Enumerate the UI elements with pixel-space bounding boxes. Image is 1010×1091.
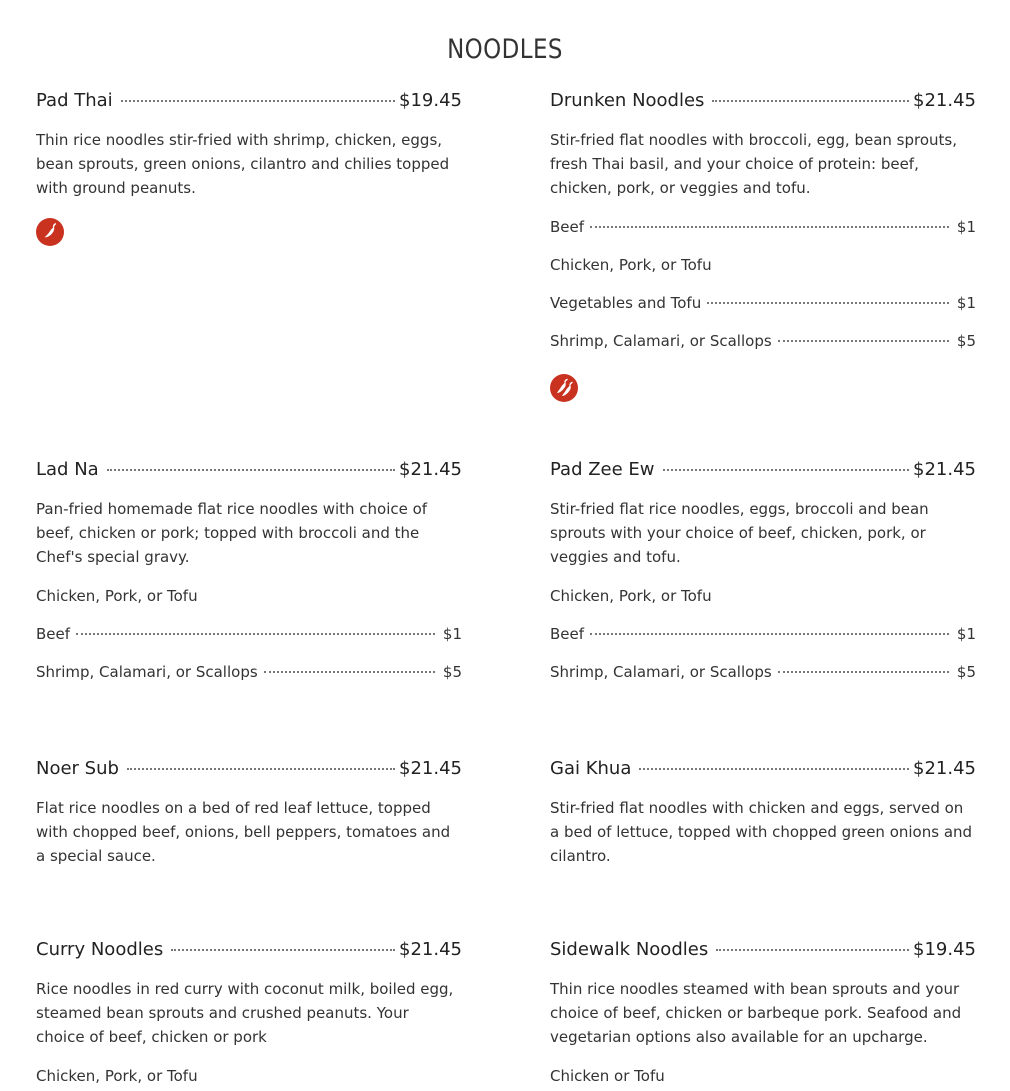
option-row <box>550 256 976 280</box>
dot-leader <box>778 340 949 342</box>
option-label: Beef <box>550 218 585 236</box>
option-row <box>550 625 976 649</box>
menu-item-lad-na <box>36 459 462 687</box>
dot-leader <box>712 100 909 102</box>
dot-leader <box>127 768 395 770</box>
option-row <box>550 294 976 318</box>
item-name: Noer Sub <box>36 758 119 779</box>
menu-item-pad-zee-ew <box>550 459 976 687</box>
menu-item-sidewalk-noodles <box>550 939 976 1091</box>
item-price: $21.45 <box>913 459 976 480</box>
option-price: $1 <box>442 625 462 643</box>
menu-item-noer-sub <box>36 758 462 868</box>
double-chili-pepper-icon <box>550 374 578 402</box>
dot-leader <box>663 469 909 471</box>
item-name: Pad Zee Ew <box>550 459 655 480</box>
option-label: Chicken, Pork, or Tofu <box>550 256 712 274</box>
menu-item-pad-thai <box>36 90 462 246</box>
dot-leader <box>121 100 395 102</box>
item-name: Drunken Noodles <box>550 90 705 111</box>
item-name: Lad Na <box>36 459 99 480</box>
item-name: Pad Thai <box>36 90 113 111</box>
item-name: Curry Noodles <box>36 939 164 960</box>
item-description: Stir-fried flat rice noodles, eggs, broccoli and bean sprouts with your choice of beef, chicken, pork, or veggies and tofu. <box>550 500 929 566</box>
item-description: Flat rice noodles on a bed of red leaf lettuce, topped with chopped beef, onions, bell peppers, tomatoes and a special sauce. <box>36 799 451 865</box>
option-label: Chicken, Pork, or Tofu <box>36 587 198 605</box>
dot-leader <box>778 671 949 673</box>
option-label: Chicken or Tofu <box>550 1067 665 1085</box>
item-price: $21.45 <box>913 90 976 111</box>
item-description: Stir-fried flat noodles with chicken and eggs, served on a bed of lettuce, topped with chopped green onions and cilantro. <box>550 799 973 865</box>
item-price: $21.45 <box>913 758 976 779</box>
option-label: Shrimp, Calamari, or Scallops <box>550 663 772 681</box>
item-name: Gai Khua <box>550 758 632 779</box>
option-row <box>550 587 976 611</box>
dot-leader <box>590 633 949 635</box>
option-price: $1 <box>956 294 976 312</box>
dot-leader <box>639 768 909 770</box>
option-row <box>550 663 976 687</box>
option-price: $5 <box>956 663 976 681</box>
menu-item-curry-noodles <box>36 939 462 1091</box>
item-price: $21.45 <box>399 459 462 480</box>
option-row <box>550 218 976 242</box>
item-price: $19.45 <box>399 90 462 111</box>
option-label: Shrimp, Calamari, or Scallops <box>550 332 772 350</box>
dot-leader <box>716 949 909 951</box>
item-description: Stir-fried flat noodles with broccoli, egg, bean sprouts, fresh Thai basil, and your choice of protein: beef, chicken, pork, or veggies and tofu. <box>550 131 957 197</box>
option-row <box>36 663 462 687</box>
chili-pepper-icon <box>36 218 64 246</box>
option-label: Beef <box>36 625 71 643</box>
menu-item-gai-khua <box>550 758 976 868</box>
dot-leader <box>264 671 435 673</box>
option-label: Chicken, Pork, or Tofu <box>550 587 712 605</box>
item-price: $21.45 <box>399 939 462 960</box>
dot-leader <box>76 633 435 635</box>
option-row <box>550 1067 976 1091</box>
option-row <box>550 332 976 356</box>
option-price: $1 <box>956 218 976 236</box>
dot-leader <box>590 226 949 228</box>
item-price: $21.45 <box>399 758 462 779</box>
option-label: Beef <box>550 625 585 643</box>
item-price: $19.45 <box>913 939 976 960</box>
dot-leader <box>707 302 949 304</box>
option-price: $5 <box>956 332 976 350</box>
option-label: Shrimp, Calamari, or Scallops <box>36 663 258 681</box>
dot-leader <box>107 469 395 471</box>
item-description: Rice noodles in red curry with coconut milk, boiled egg, steamed bean sprouts and crushed peanuts. Your choice of beef, chicken or pork <box>36 980 454 1046</box>
option-label: Vegetables and Tofu <box>550 294 702 312</box>
option-row <box>36 625 462 649</box>
option-row <box>36 1067 462 1091</box>
option-price: $1 <box>956 625 976 643</box>
dot-leader <box>171 949 395 951</box>
menu-item-drunken-noodles <box>550 90 976 402</box>
item-description: Thin rice noodles stir-fried with shrimp, chicken, eggs, bean sprouts, green onions, cilantro and chilies topped with ground peanuts. <box>36 131 450 197</box>
option-row <box>36 587 462 611</box>
item-description: Pan-fried homemade flat rice noodles with choice of beef, chicken or pork; topped with broccoli and the Chef's special gravy. <box>36 500 428 566</box>
item-name: Sidewalk Noodles <box>550 939 709 960</box>
option-label: Chicken, Pork, or Tofu <box>36 1067 198 1085</box>
item-description: Thin rice noodles steamed with bean sprouts and your choice of beef, chicken or barbeque pork. Seafood and vegetarian options also available for an upcharge. <box>550 980 962 1046</box>
section-title: NOODLES <box>447 34 563 65</box>
option-price: $5 <box>442 663 462 681</box>
